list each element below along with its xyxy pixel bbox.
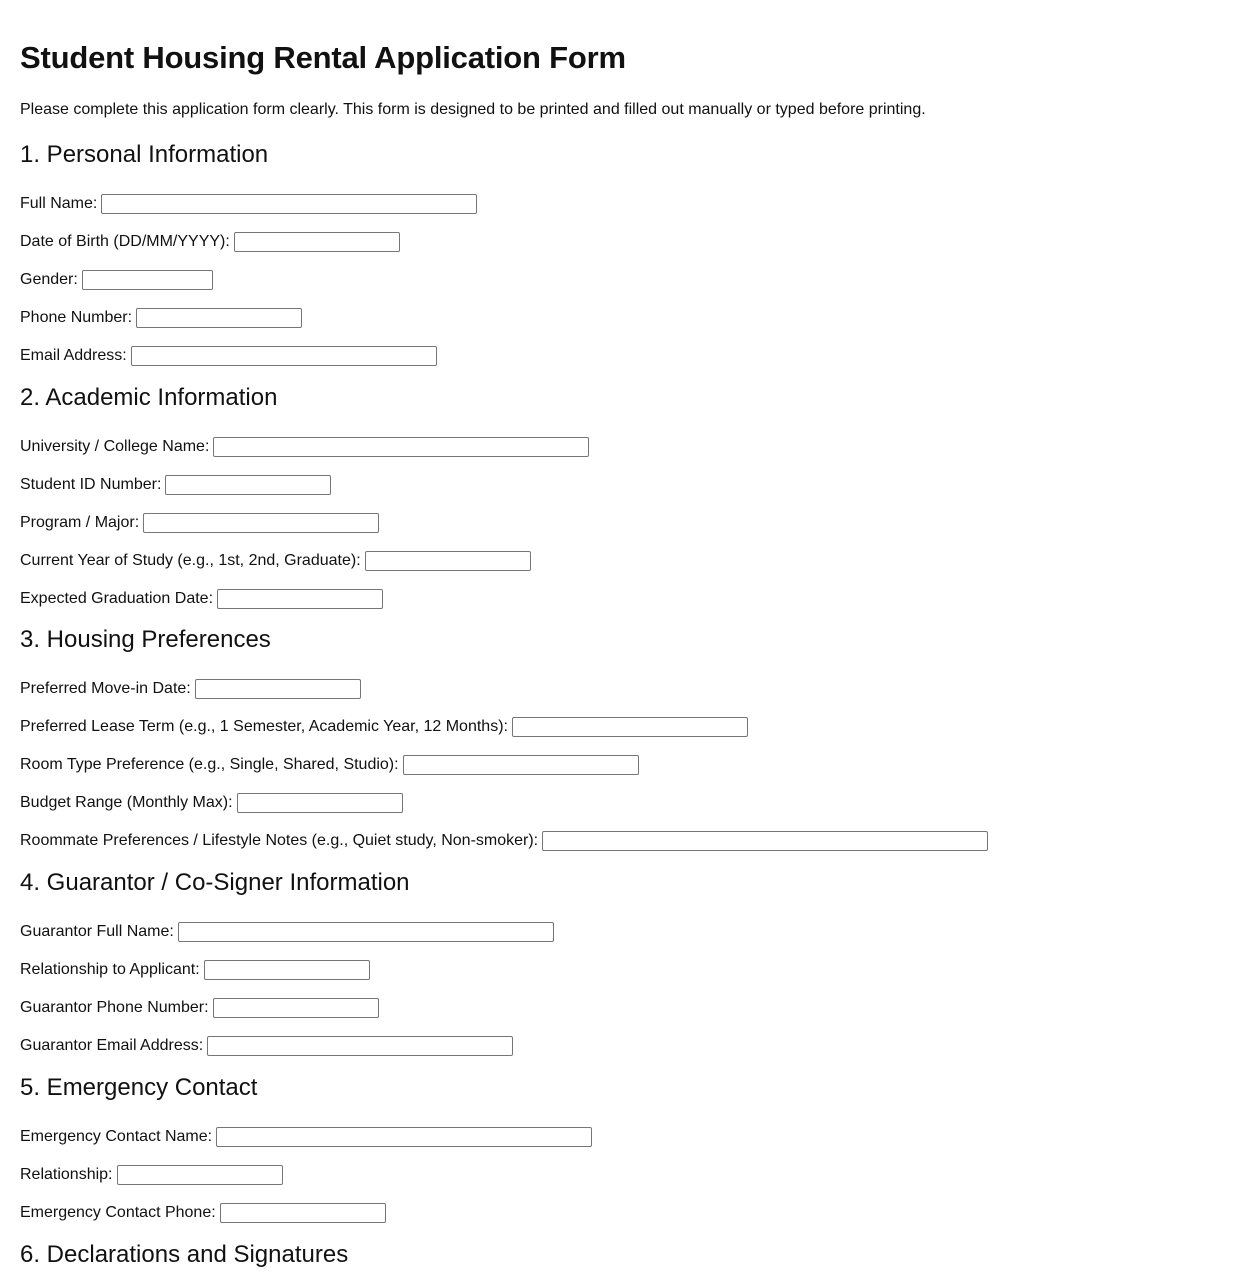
field-label: Full Name: — [20, 195, 98, 212]
university-name-input[interactable] — [213, 437, 589, 457]
field-row — [20, 1156, 592, 1194]
section-heading: 2. Academic Information — [20, 384, 278, 411]
field-label: Relationship to Applicant: — [20, 961, 200, 978]
field-row — [20, 784, 988, 822]
section-heading: 5. Emergency Contact — [20, 1074, 258, 1101]
field-label: Email Address: — [20, 347, 127, 364]
field-label: Student ID Number: — [20, 476, 162, 493]
emergency-contact-phone-input[interactable] — [220, 1203, 386, 1223]
field-label: Budget Range (Monthly Max): — [20, 794, 233, 811]
section-heading: 1. Personal Information — [20, 141, 269, 168]
date-of-birth-input[interactable] — [234, 232, 400, 252]
section-heading: 4. Guarantor / Co-Signer Information — [20, 869, 410, 896]
field-row — [20, 989, 554, 1027]
lease-term-input[interactable] — [512, 717, 748, 737]
field-row — [20, 746, 988, 784]
section-personal-information — [20, 140, 477, 375]
field-label: Guarantor Phone Number: — [20, 999, 209, 1016]
program-major-input[interactable] — [143, 513, 379, 533]
field-row — [20, 580, 589, 618]
field-row — [20, 670, 988, 708]
graduation-date-input[interactable] — [217, 589, 383, 609]
guarantor-email-input[interactable] — [207, 1036, 513, 1056]
field-row — [20, 822, 988, 860]
roommate-preferences-input[interactable] — [542, 831, 988, 851]
field-label: Current Year of Study (e.g., 1st, 2nd, Graduate): — [20, 552, 361, 569]
section-housing-preferences — [20, 625, 988, 860]
emergency-relationship-input[interactable] — [117, 1165, 283, 1185]
field-row — [20, 913, 554, 951]
field-label: Date of Birth (DD/MM/YYYY): — [20, 233, 230, 250]
section-guarantor-information — [20, 868, 554, 1065]
field-label: Guarantor Email Address: — [20, 1037, 204, 1054]
field-label: Relationship: — [20, 1166, 113, 1183]
field-label: Phone Number: — [20, 309, 133, 326]
field-label: Preferred Lease Term (e.g., 1 Semester, Academic Year, 12 Months): — [20, 718, 508, 735]
field-row — [20, 708, 988, 746]
field-row — [20, 223, 477, 261]
section-heading: 6. Declarations and Signatures — [20, 1241, 349, 1268]
field-label: Room Type Preference (e.g., Single, Shared, Studio): — [20, 756, 399, 773]
year-of-study-input[interactable] — [365, 551, 531, 571]
field-row — [20, 466, 589, 504]
field-row — [20, 185, 477, 223]
field-label: University / College Name: — [20, 438, 210, 455]
field-row — [20, 504, 589, 542]
student-id-input[interactable] — [165, 475, 331, 495]
field-row — [20, 261, 477, 299]
field-label: Emergency Contact Name: — [20, 1128, 213, 1145]
guarantor-relationship-input[interactable] — [204, 960, 370, 980]
field-row — [20, 1194, 592, 1232]
field-label: Emergency Contact Phone: — [20, 1204, 216, 1221]
section-emergency-contact — [20, 1073, 592, 1232]
field-label: Gender: — [20, 271, 78, 288]
field-row — [20, 1027, 554, 1065]
field-row — [20, 542, 589, 580]
emergency-contact-name-input[interactable] — [216, 1127, 592, 1147]
room-type-input[interactable] — [403, 755, 639, 775]
field-row — [20, 951, 554, 989]
intro-text: Please complete this application form clearly. This form is designed to be printed and filled out manually or typed before printing. — [20, 101, 926, 118]
field-label: Program / Major: — [20, 514, 140, 531]
full-name-input[interactable] — [101, 194, 477, 214]
section-academic-information — [20, 383, 589, 618]
field-row — [20, 428, 589, 466]
email-address-input[interactable] — [131, 346, 437, 366]
gender-input[interactable] — [82, 270, 213, 290]
phone-number-input[interactable] — [136, 308, 302, 328]
section-heading: 3. Housing Preferences — [20, 626, 271, 653]
guarantor-name-input[interactable] — [178, 922, 554, 942]
field-label: Expected Graduation Date: — [20, 590, 214, 607]
field-row — [20, 299, 477, 337]
move-in-date-input[interactable] — [195, 679, 361, 699]
budget-range-input[interactable] — [237, 793, 403, 813]
field-row — [20, 1118, 592, 1156]
guarantor-phone-input[interactable] — [213, 998, 379, 1018]
field-label: Preferred Move-in Date: — [20, 680, 191, 697]
section-declarations — [20, 1240, 348, 1270]
page-title: Student Housing Rental Application Form — [20, 40, 626, 75]
field-row — [20, 337, 477, 375]
field-label: Roommate Preferences / Lifestyle Notes (e.g., Quiet study, Non-smoker): — [20, 832, 539, 849]
field-label: Guarantor Full Name: — [20, 923, 174, 940]
